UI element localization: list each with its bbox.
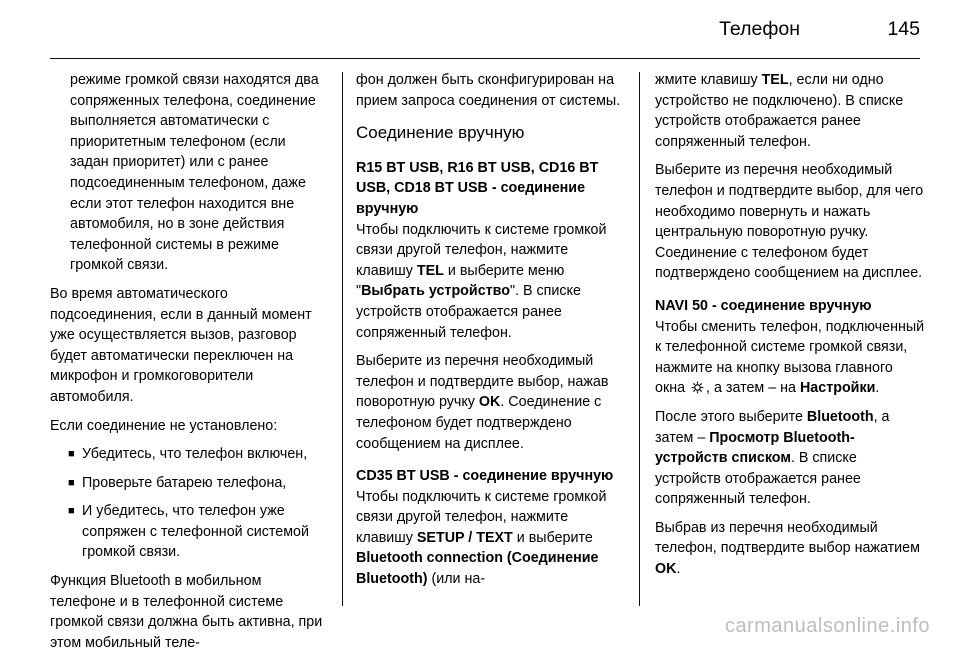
text: . (875, 380, 880, 397)
key-label: TEL (761, 72, 789, 88)
text: . (676, 561, 681, 578)
column-divider (639, 72, 640, 606)
text: ". В списке устройств отображается ранее сопряженный телефон. (356, 283, 581, 341)
key-label: OK (655, 561, 677, 578)
bullet-icon: ■ (68, 505, 75, 518)
bullet-icon: ■ (68, 448, 75, 461)
column-divider (342, 72, 343, 606)
text: . В списке устройств отображается ранее сопряженный телефон. (655, 450, 861, 508)
text: Выберите из перечня необходимый телефон и подтвердите выбор, нажав поворотную ручку (356, 353, 609, 411)
list-item (50, 501, 328, 563)
text: . Соединение с телефоном будет подтверждено сообщением на дисплее. (356, 394, 602, 452)
key-label: SETUP / TEXT (416, 529, 513, 546)
text: После этого выберите (655, 408, 807, 425)
paragraph: Во время автоматического подсоединения, если в данный момент уже осуществляется вызов, разговор будет автоматически переключен на микрофон и громкоговорители автомобиля. (50, 285, 312, 405)
paragraph (655, 317, 925, 399)
paragraph: Если соединение не установлено: (50, 417, 278, 434)
paragraph (356, 351, 622, 454)
text: и выберите меню " (356, 262, 565, 300)
list-item-text: Убедитесь, что телефон включен, (82, 446, 308, 463)
menu-label: Выбрать устройство (361, 283, 510, 300)
list-item-text: Проверьте батарею телефона, (82, 474, 287, 491)
subsection-heading: NAVI 50 - соединение вручную (655, 297, 872, 314)
column-2 (356, 70, 622, 598)
watermark: carmanualsonline.info (724, 615, 930, 637)
menu-label: Bluetooth (806, 408, 874, 425)
text: Чтобы сменить телефон, подключенный к телефонной системе громкой связи, нажмите на кнопку вызова главного окна (655, 318, 925, 397)
header-rule (50, 58, 920, 59)
menu-label: Bluetooth connection (Соединение Bluetooth) (356, 550, 599, 588)
paragraph (655, 70, 925, 152)
key-label: TEL (416, 262, 444, 279)
page-header-title: Телефон (719, 18, 800, 40)
paragraph: режиме громкой связи находятся два сопряженных телефона, соединение выполняется автоматически с приоритетным телефоном (если задан приоритет) или с ранее подсоединенным телефоном, даже если этот телефон находится вне автомобиля, но в зоне действия телефонной системы в режиме громкой связи. (70, 72, 319, 274)
paragraph: фон должен быть сконфигурирован на прием запроса соединения от системы. (356, 72, 621, 109)
paragraph: Функция Bluetooth в мобильном телефоне и в телефонной системе громкой связи должна быть активна, при этом мобильный теле- (50, 573, 323, 651)
text: , если ни одно устройство не подключено). В списке устройств отображается ранее сопряженный телефон. (655, 72, 904, 150)
text: Выбрав из перечня необходимый телефон, подтвердите выбор нажатием (655, 519, 920, 557)
list-item (50, 473, 328, 494)
column-3 (655, 70, 925, 588)
text: , а затем – на (706, 380, 800, 397)
text: жмите клавишу (655, 72, 762, 88)
list-item (50, 444, 328, 465)
subsection-heading: R15 BT USB, R16 BT USB, CD16 BT USB, CD18 BT USB - соединение вручную (356, 159, 599, 217)
bullet-icon: ■ (68, 476, 75, 489)
text: (или на- (427, 571, 486, 588)
paragraph (655, 407, 925, 510)
menu-label: Просмотр Bluetooth-устройств списком (655, 429, 855, 467)
list-item-text: И убедитесь, что телефон уже сопряжен с телефонной системой громкой связи. (82, 503, 309, 561)
key-label: OK (478, 394, 501, 411)
text: и выберите (512, 529, 593, 546)
paragraph (356, 220, 622, 344)
paragraph (356, 487, 622, 590)
text: Чтобы подключить к системе громкой связи другой телефон, нажмите клавишу (356, 221, 607, 279)
paragraph (655, 518, 925, 580)
settings-icon (691, 381, 704, 394)
section-heading: Соединение вручную (356, 123, 525, 143)
menu-label: Настройки (799, 380, 876, 397)
text: Чтобы подключить к системе громкой связи другой телефон, нажмите клавишу (356, 488, 607, 546)
paragraph: Выберите из перечня необходимый телефон и подтвердите выбор, для чего необходимо повернуть и нажать центральную поворотную ручку. Соединение с телефоном будет подтверждено сообщением на дисплее. (655, 162, 924, 282)
column-1 (50, 70, 328, 661)
subsection-heading: CD35 BT USB - соединение вручную (356, 468, 614, 485)
text: , а затем – (655, 408, 890, 446)
page-number: 145 (887, 18, 920, 40)
